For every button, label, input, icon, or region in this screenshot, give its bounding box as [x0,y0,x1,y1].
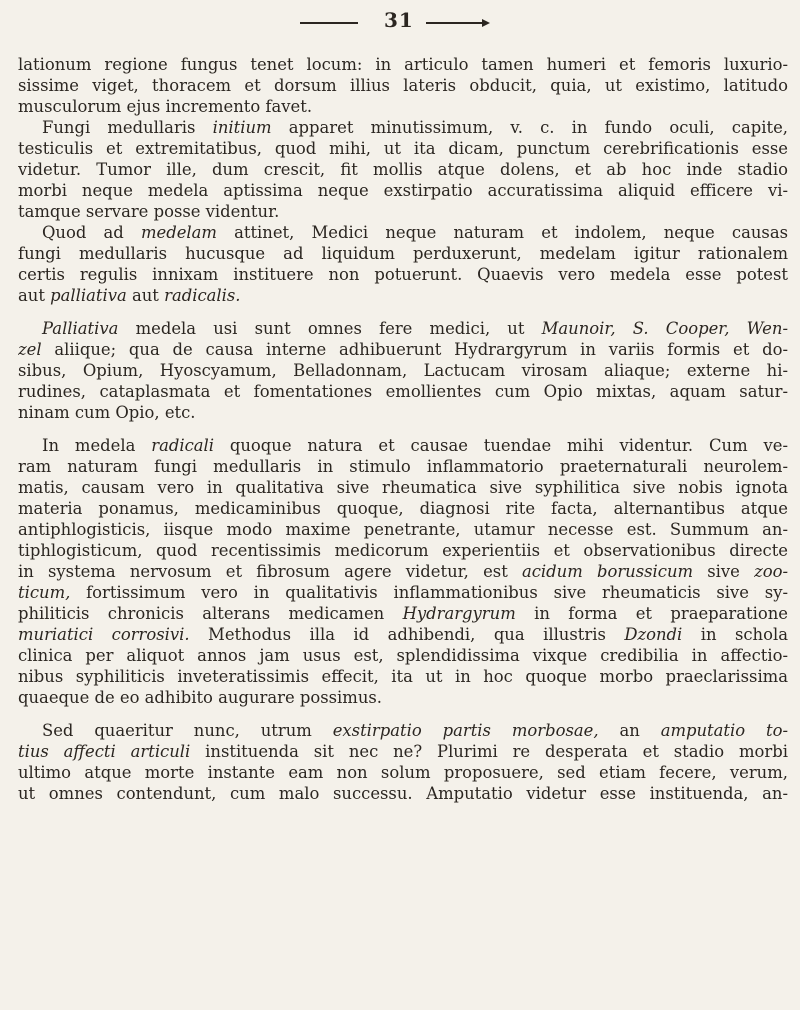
text-line [18,402,788,423]
text-line [18,318,788,339]
text-span: philiticis chronicis alterans medicamen [18,604,403,623]
text-line [18,138,788,159]
text-span: nibus syphiliticis inveteratissimis effecit, ita ut in hoc quoque morbo praeclarissima [18,667,788,686]
text-line [18,519,788,540]
text-span: Fungi medullaris [42,118,213,137]
text-line [18,54,788,75]
italic-text: medelam [140,223,217,242]
text-line [18,645,788,666]
text-span: videtur. Tumor ille, dum crescit, fit mollis atque dolens, et ab hoc inde stadio [18,160,788,179]
italic-text: Palliativa [42,319,119,338]
text-span: ut omnes contendunt, cum malo successu. Amputatio videtur esse instituenda, an- [18,784,788,803]
italic-text: zoo- [754,562,788,581]
header-rule-left [300,22,358,24]
text-span: fungi medullaris hucusque ad liquidum perduxerunt, medelam igitur rationalem [18,244,788,263]
text-line [18,762,788,783]
italic-text: amputatio to- [660,721,788,740]
text-span: morbi neque medela aptissima neque exstirpatio accuratissima aliquid efficere vi- [18,181,788,200]
text-line [18,222,788,243]
text-span: ultimo atque morte instante eam non solum proposuere, sed etiam fecere, verum, [18,763,788,782]
text-span: lationum regione fungus tenet locum: in articulo tamen humeri et femoris luxurio- [18,55,788,74]
text-line [18,783,788,804]
body-text [18,54,788,804]
italic-text: radicalis. [164,286,241,305]
text-span: apparet minutissimum, v. c. in fundo oculi, capite, [271,118,788,137]
text-span: medela usi sunt omnes fere medici, ut [118,319,542,338]
text-line [18,741,788,762]
text-line [18,666,788,687]
text-span: quoque natura et causae tuendae mihi videntur. Cum ve- [214,436,788,455]
italic-text: Maunoir, S. Cooper, Wen- [541,319,788,338]
text-line [18,540,788,561]
text-line [18,75,788,96]
paragraph-gap [18,306,788,318]
text-line [18,498,788,519]
text-line [18,264,788,285]
text-line [18,435,788,456]
page-number: 31 [384,8,414,32]
paragraph-gap [18,423,788,435]
text-line [18,381,788,402]
italic-text: radicali [151,436,215,455]
text-span: quaeque de eo adhibito augurare possimus. [18,688,382,707]
text-line [18,117,788,138]
italic-text: acidum borussicum [521,562,694,581]
text-line [18,720,788,741]
text-span: in systema nervosum et fibrosum agere videtur, est [18,562,522,581]
italic-text: palliativa [50,286,127,305]
page-header [0,8,800,38]
text-span: certis regulis innixam instituere non potuerunt. Quaevis vero medela esse potest [18,265,788,284]
text-line [18,624,788,645]
italic-text: muriatici corrosivi. [18,625,190,644]
text-span: clinica per aliquot annos jam usus est, splendidissima vixque credibilia in affectio- [18,646,788,665]
text-span: ninam cum Opio, etc. [18,403,196,422]
italic-text: zel [18,340,42,359]
text-line [18,687,788,708]
text-line [18,201,788,222]
text-span: attinet, Medici neque naturam et indolem, neque causas [216,223,788,242]
text-span: matis, causam vero in qualitativa sive rheumatica sive syphilitica sive nobis ignota [18,478,788,497]
text-line [18,477,788,498]
text-span: in schola [682,625,788,644]
text-span: In medela [42,436,152,455]
text-span: instituenda sit nec ne? Plurimi re desperata et stadio morbi [190,742,788,761]
text-span: ram naturam fungi medullaris in stimulo inflammatorio praeternaturali neurolem- [18,457,788,476]
text-line [18,582,788,603]
text-line [18,243,788,264]
text-span: Methodus illa id adhibendi, qua illustris [189,625,625,644]
text-span: aut [18,286,51,305]
text-line [18,360,788,381]
italic-text: initium [212,118,272,137]
italic-text: Dzondi [624,625,683,644]
text-span: Sed quaeritur nunc, utrum [42,721,333,740]
text-line [18,456,788,477]
text-span: sive [693,562,755,581]
text-line [18,159,788,180]
text-span: Quod ad [42,223,141,242]
text-span: fortissimum vero in qualitativis inflammationibus sive rheumaticis sive sy- [70,583,788,602]
text-span: musculorum ejus incremento favet. [18,97,313,116]
italic-text: ticum, [18,583,71,602]
text-span: in forma et praeparatione [515,604,788,623]
text-span: antiphlogisticis, iisque modo maxime penetrante, utamur necesse est. Summum an- [18,520,788,539]
italic-text: exstirpatio partis morbosae, [332,721,599,740]
text-line [18,561,788,582]
text-span: rudines, cataplasmata et fomentationes emollientes cum Opio mixtas, aquam satur- [18,382,788,401]
text-span: testiculis et extremitatibus, quod mihi, ut ita dicam, punctum cerebrificationis esse [18,139,788,158]
text-line [18,603,788,624]
text-span: materia ponamus, medicaminibus quoque, diagnosi rite facta, alternantibus atque [18,499,788,518]
text-span: sibus, Opium, Hyoscyamum, Belladonnam, Lactucam virosam aliaque; externe hi- [18,361,788,380]
text-span: aliique; qua de causa interne adhibuerunt Hydrargyrum in variis formis et do- [41,340,788,359]
italic-text: tius affecti articuli [18,742,191,761]
paragraph-gap [18,708,788,720]
text-line [18,180,788,201]
italic-text: Hydrargyrum [402,604,516,623]
text-span: tamque servare posse videntur. [18,202,280,221]
text-span: aut [126,286,165,305]
text-line [18,339,788,360]
text-line [18,285,788,306]
text-span: sissime viget, thoracem et dorsum illius lateris obducit, quia, ut existimo, latitudo [18,76,788,95]
text-span: tiphlogisticum, quod recentissimis medicorum experientiis et observationibus directe [18,541,788,560]
text-line [18,96,788,117]
text-span: an [598,721,661,740]
header-rule-right [426,22,484,24]
